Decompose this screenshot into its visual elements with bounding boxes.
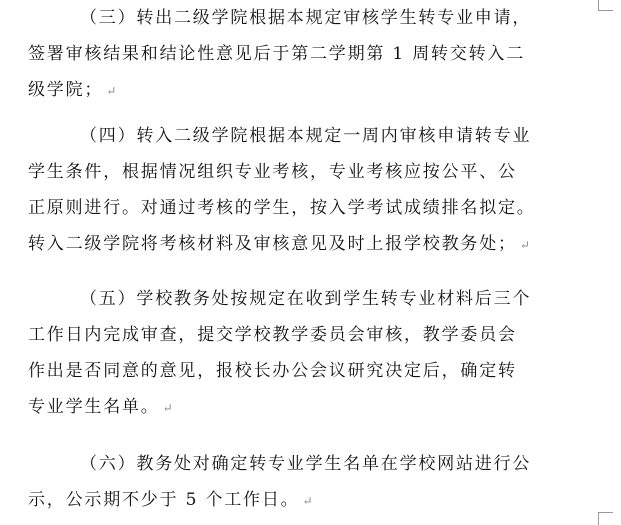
- margin-corner-mark-top: [598, 0, 613, 11]
- text-line: 学生条件，根据情况组织专业考核，专业考核应按公平、公: [28, 162, 517, 182]
- text-line: 工作日内完成审查，提交学校教学委员会审核，教学委员会: [28, 325, 517, 345]
- text-line: 作出是否同意的意见，报校长办公会议研究决定后，确定转: [28, 361, 517, 381]
- text-line: [28, 485, 531, 515]
- paragraph-si: [28, 121, 536, 259]
- paragraph-liu: [28, 449, 531, 515]
- text-line: 签署审核结果和结论性意见后于第二学期第 1 周转交转入二: [28, 44, 526, 64]
- line-text: 转入二级学院将考核材料及审核意见及时上报学校教务处；: [28, 234, 517, 254]
- paragraph-mark-icon: ↵: [106, 84, 117, 98]
- text-line: [28, 229, 536, 259]
- line-text: 专业学生名单。: [28, 397, 160, 417]
- paragraph-mark-icon: ↵: [302, 494, 313, 508]
- paragraph-wu: [28, 284, 531, 422]
- line-text: 示，公示期不少于 5 个工作日。: [28, 490, 300, 510]
- text-line: [28, 75, 531, 105]
- text-line: （四）转入二级学院根据本规定一周内审核申请转专业: [80, 126, 532, 146]
- text-line: [28, 392, 531, 422]
- line-text: 级学院；: [28, 80, 104, 100]
- paragraph-mark-icon: ↵: [162, 401, 173, 415]
- paragraph-mark-icon: ↵: [519, 238, 530, 252]
- text-line: （三）转出二级学院根据本规定审核学生转专业申请，: [80, 8, 532, 28]
- text-line: （五）学校教务处按规定在收到学生转专业材料后三个: [80, 289, 532, 309]
- text-line: 正原则进行。对通过考核的学生，按入学考试成绩排名拟定。: [28, 198, 536, 218]
- margin-corner-mark-bottom: [598, 512, 613, 525]
- paragraph-san: [28, 3, 531, 105]
- text-line: （六）教务处对确定转专业学生名单在学校网站进行公: [80, 454, 532, 474]
